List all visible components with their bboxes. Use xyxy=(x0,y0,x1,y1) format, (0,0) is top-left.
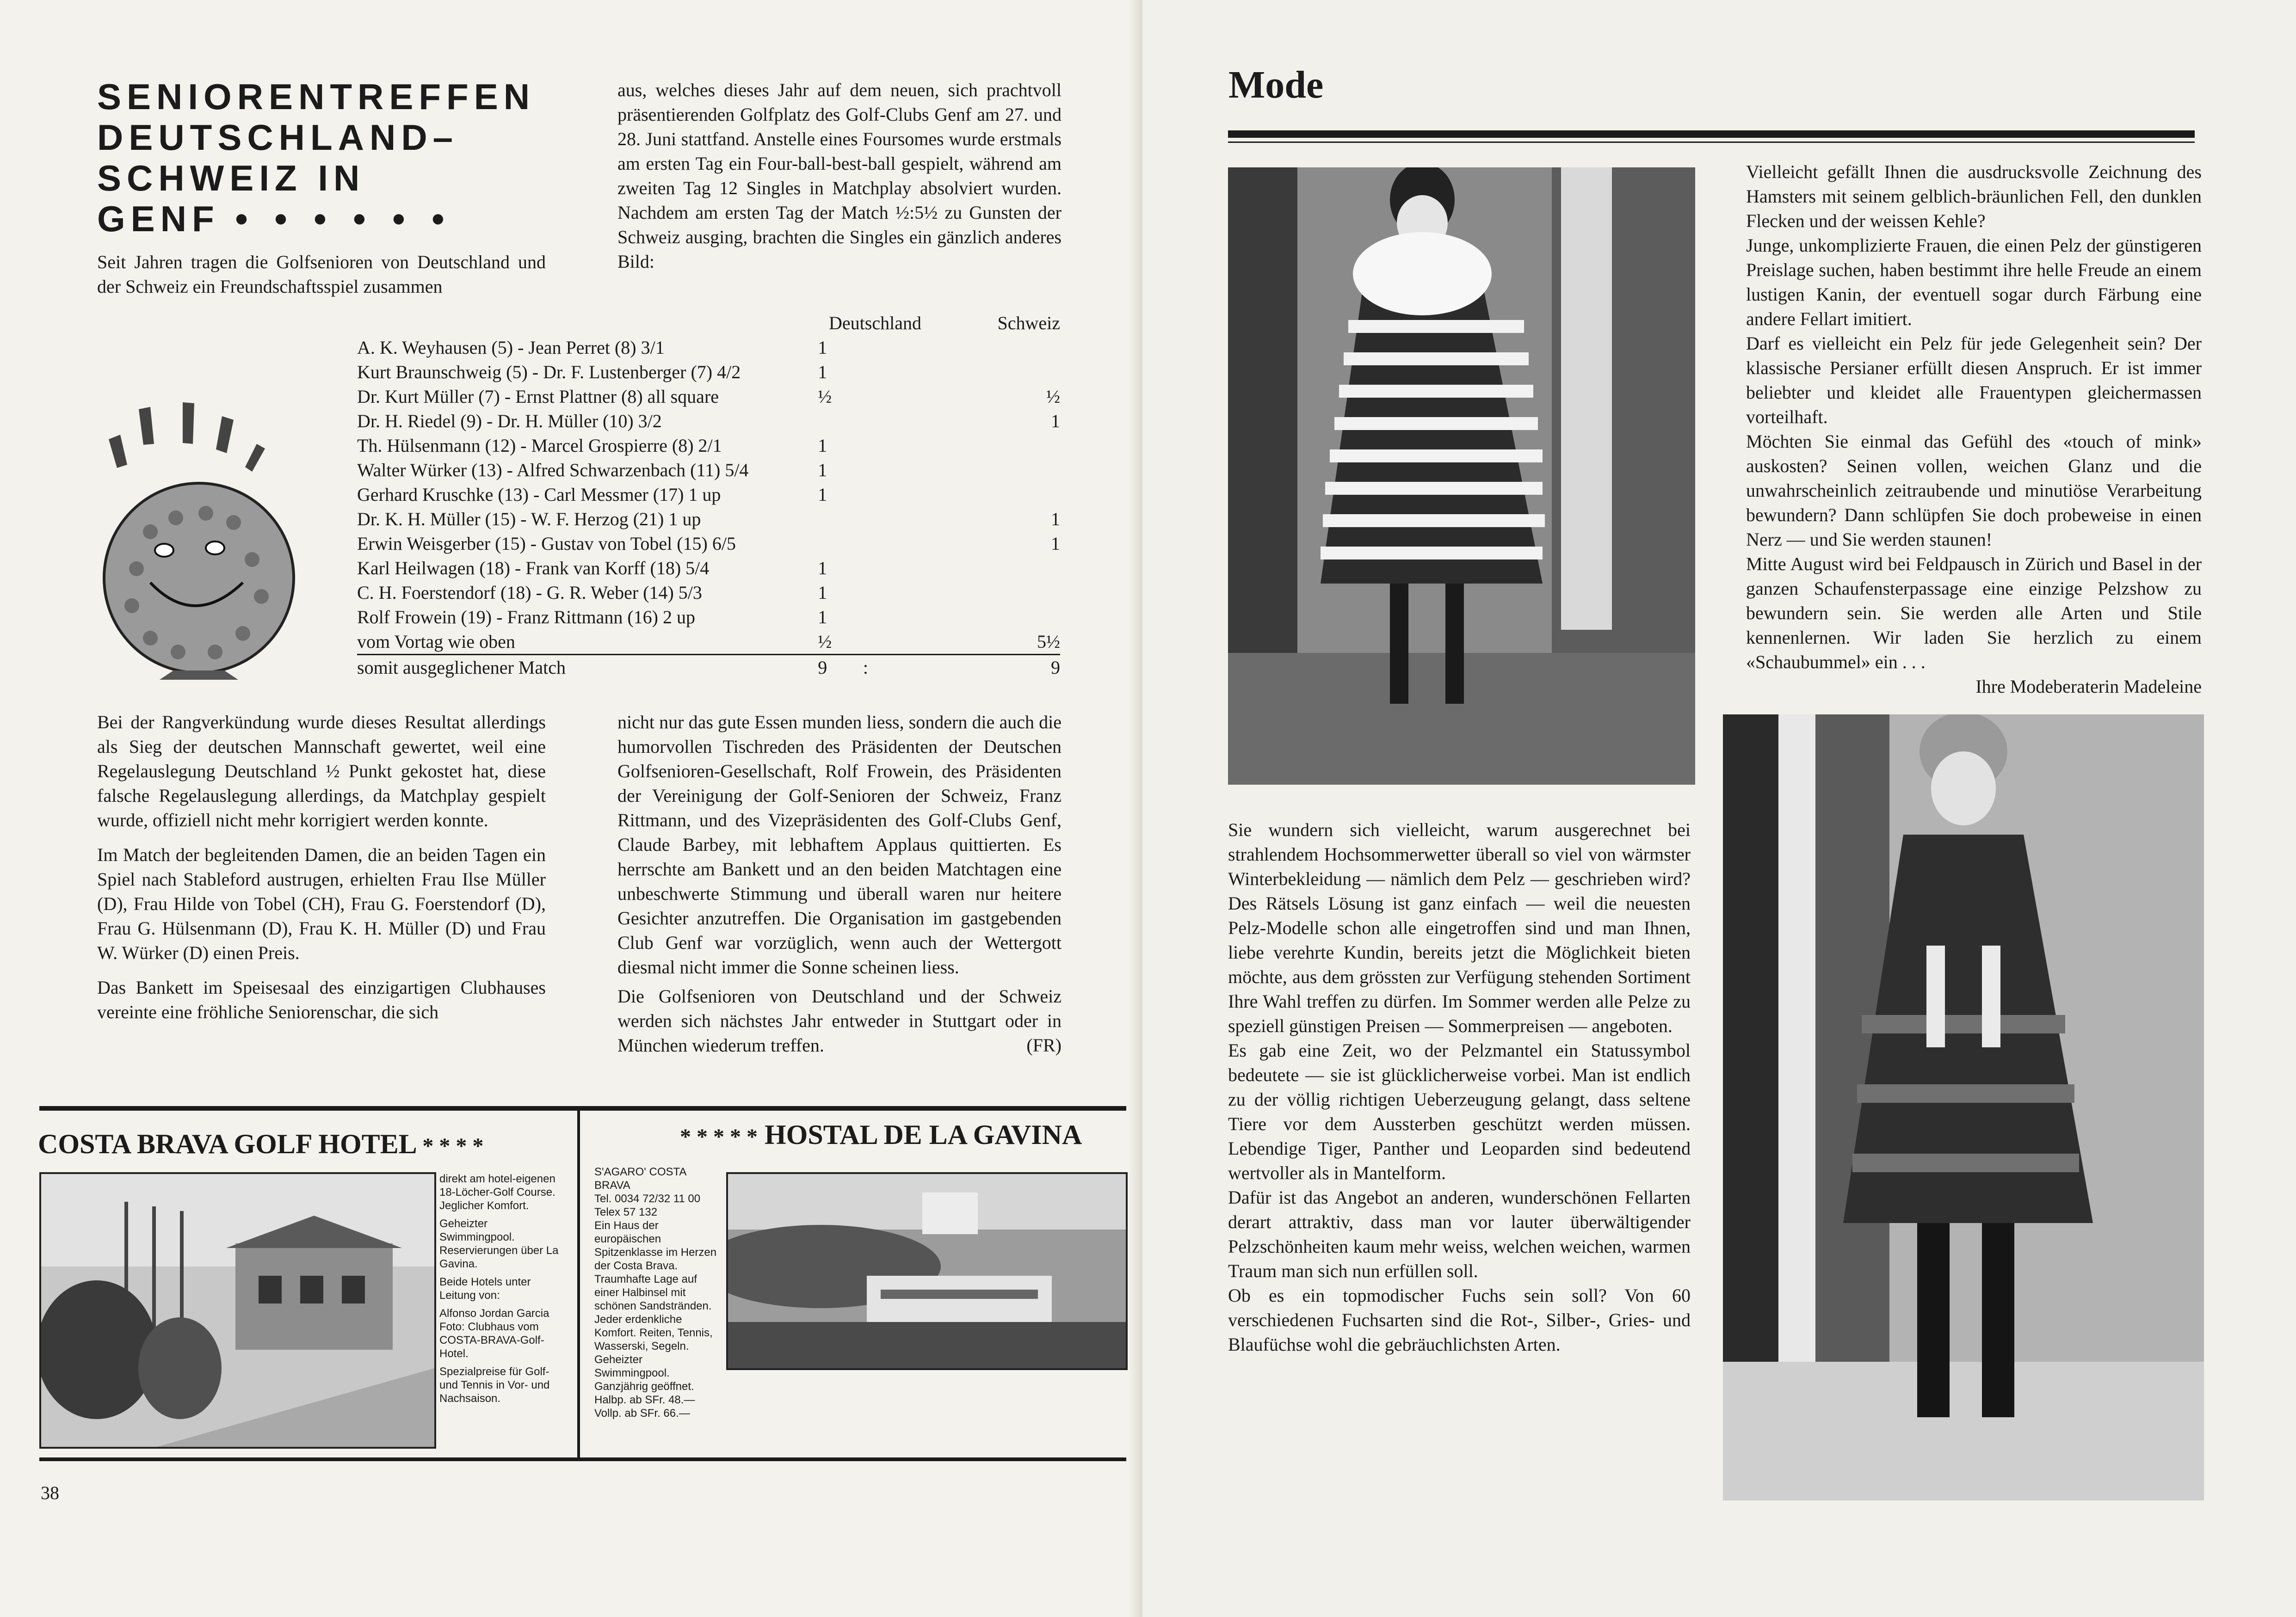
score-deutschland: 1 xyxy=(818,558,827,578)
signature: Ihre Modeberaterin Madeleine xyxy=(1975,676,2202,697)
paragraph: Bei der Rangverkündung wurde dieses Resultat allerdings als Sieg der deutschen Mannschaft gewertet, weil eine Regelauslegung Deutschland ½ Punkt gekostet hat, diese falsche Regelauslegung allerdings, da Matchplay gespielt wurde, offiziell nicht mehr korrigiert werden konnte. xyxy=(97,712,546,830)
table-rows xyxy=(357,335,1060,680)
score-deutschland: ½ xyxy=(818,386,832,407)
paragraph: Das Bankett im Speisesaal des einzigartigen Clubhauses vereinte eine fröhliche Seniorenschar, die sich xyxy=(97,977,546,1022)
ad1-title: COSTA BRAVA GOLF HOTEL * * * * xyxy=(38,1129,484,1159)
score-schweiz xyxy=(919,360,1060,384)
paragraph: Ob es ein topmodischer Fuchs sein soll? Von 60 verschiedenen Fuchsarten sind die Rot-, Silber-, Gries- und Blaufüchse wohl die gebräuchlichsten Arten. xyxy=(1228,1285,1691,1355)
match-pairing: Th. Hülsenmann (12) - Marcel Grospierre (8) 2/1 xyxy=(357,435,722,456)
table-row xyxy=(357,433,1060,458)
score-schweiz xyxy=(919,605,1060,629)
table-row xyxy=(357,507,1060,531)
paragraph xyxy=(617,984,1062,1058)
title-line-4: GENF xyxy=(97,198,220,239)
table-row xyxy=(357,605,1060,629)
match-pairing: Walter Würker (13) - Alfred Schwarzenbach (11) 5/4 xyxy=(357,460,749,480)
paragraph: Sie wundern sich vielleicht, warum ausgerechnet bei strahlendem Hochsommerwetter überall so viel von wärmster Winterbekleidung — nämlich dem Pelz — geschrieben wird? Des Rätsels Lösung ist ganz einfach — weil die neuesten Pelz-Modelle schon alle eingetroffen sind und man Ihnen, liebe verehrte Kundin, bereits jetzt die Möglichkeit bieten möchte, aus dem grössten zur Verfügung stehenden Sortiment Ihre Wahl treffen zu dürfen. Im Sommer werden alle Pelze zu speziell günstigen Preisen — Sommerpreisen — angeboten. xyxy=(1228,819,1691,1036)
ad-bottom-rule xyxy=(39,1457,1126,1461)
page-number: 38 xyxy=(41,1482,59,1503)
title-line-2: DEUTSCHLAND– xyxy=(97,117,459,158)
table-row xyxy=(357,580,1060,605)
golf-hotel-photo xyxy=(39,1172,436,1449)
signature: (FR) xyxy=(1026,1035,1062,1056)
ad1-stars: * * * * xyxy=(422,1134,484,1158)
fur-coat-photo-1 xyxy=(1228,167,1695,785)
title-line-3: SCHWEIZ IN xyxy=(97,158,365,198)
table-header xyxy=(357,311,1060,335)
paragraph: Junge, unkomplizierte Frauen, die einen Pelz der günstigeren Preislage suchen, haben bestimmt ihre helle Freude an einem lustigen Kanin, der eventuell sogar durch Färbung eine andere Fellart imitiert. xyxy=(1746,235,2202,329)
score-deutschland: 1 xyxy=(818,460,827,480)
paragraph: Vielleicht gefällt Ihnen die ausdrucksvolle Zeichnung des Hamsters mit seinem gelblich-bräunlichen Fell, den dunklen Flecken und der weissen Kehle? xyxy=(1746,161,2202,231)
results-table xyxy=(357,311,1060,680)
match-pairing: somit ausgeglichener Match xyxy=(357,657,566,678)
score-schweiz xyxy=(919,580,1060,605)
col2-top-text: aus, welches dieses Jahr auf dem neuen, sich prachtvoll präsentierenden Golfplatz des Golf-Clubs Genf am 27. und 28. Juni stattfand. Anstelle eines Foursomes wurde erstmals am ersten Tag ein Four-ball-best-ball gespielt, während am zweiten Tag 12 Singles in Matchplay absolviert wurden. Nachdem am ersten Tag der Match ½:5½ zu Gunsten der Schweiz ausging, brachten die Singles ein gänzlich anderes Bild: xyxy=(617,80,1062,272)
match-pairing: Dr. Kurt Müller (7) - Ernst Plattner (8) all square xyxy=(357,386,719,407)
ad2-line: Tel. 0034 72/32 11 00 xyxy=(594,1193,701,1205)
match-pairing: A. K. Weyhausen (5) - Jean Perret (8) 3/1 xyxy=(357,337,665,358)
table-row xyxy=(357,531,1060,556)
table-row xyxy=(357,629,1060,654)
ad2-line: Telex 57 132 xyxy=(594,1206,658,1218)
match-pairing: Karl Heilwagen (18) - Frank van Korff (18) 5/4 xyxy=(357,558,710,578)
col2-bottom xyxy=(617,710,1062,1058)
left-page xyxy=(0,0,1142,1617)
match-pairing: Rolf Frowein (19) - Franz Rittmann (16) 2 up xyxy=(357,607,695,627)
heading-rule-thin xyxy=(1228,141,2195,143)
intro-paragraph: Seit Jahren tragen die Golfsenioren von Deutschland und der Schweiz ein Freundschaftsspiel zusammen xyxy=(97,252,546,297)
score-deutschland xyxy=(767,507,919,531)
ad1-text xyxy=(439,1172,560,1405)
col-left-bottom xyxy=(1228,818,1691,1357)
header-deutschland: Deutschland xyxy=(829,313,921,333)
score-deutschland: 1 xyxy=(818,484,827,505)
ad2-title: * * * * * HOSTAL DE LA GAVINA xyxy=(680,1119,1082,1150)
col-right-top xyxy=(1746,160,2202,699)
table-row xyxy=(357,556,1060,580)
gavina-photo xyxy=(726,1172,1128,1370)
score-deutschland xyxy=(767,531,919,556)
score-schweiz xyxy=(919,433,1060,458)
score-schweiz: 1 xyxy=(1051,533,1060,554)
table-row xyxy=(357,409,1060,433)
ad2-line: Ein Haus der europäischen Spitzenklasse im Herzen der Costa Brava. Traumhafte Lage auf einer Halbinsel mit schönen Sandstränden. Jeder erdenkliche Komfort. Reiten, Tennis, Wasserski, Segeln. Geheizter Swimmingpool. Ganzjährig geöffnet. xyxy=(594,1219,717,1393)
closing-text: Die Golfsenioren von Deutschland und der Schweiz werden sich nächstes Jahr entweder in Stuttgart oder in München wiederum treffen. xyxy=(617,986,1062,1056)
article-title xyxy=(97,76,560,239)
score-deutschland: 1 xyxy=(818,435,827,456)
ad1-line: Spezialpreise für Golf- und Tennis in Vor- und Nachsaison. xyxy=(439,1365,550,1405)
match-pairing: Gerhard Kruschke (13) - Carl Messmer (17) 1 up xyxy=(357,484,721,505)
paragraph: Möchten Sie einmal das Gefühl des «touch of mink» auskosten? Seinen vollen, weichen Glanz und die unwahrscheinlich zeitraubende und minutiöse Verarbeitung bewundern? Dann schlüpfen Sie doch probeweise in einen Nerz — und Sie werden staunen! xyxy=(1746,431,2202,550)
score-schweiz xyxy=(919,556,1060,580)
paragraph: Im Match der begleitenden Damen, die an beiden Tagen ein Spiel nach Stableford austrugen, erhielten Frau Ilse Müller (D), Frau Hilde von Tobel (CH), Frau G. Foerstendorf (D), Frau G. Hülsenmann (D), Frau K. H. Müller (D) und Frau W. Würker (D) einen Preis. xyxy=(97,844,546,963)
score-schweiz: ½ xyxy=(1046,386,1060,407)
table-row xyxy=(357,458,1060,482)
score-deutschland: ½ xyxy=(818,631,832,652)
score-deutschland: 1 xyxy=(818,337,827,358)
ad2-line: Vollp. ab SFr. 66.— xyxy=(594,1407,690,1420)
score-schweiz: 5½ xyxy=(1037,631,1060,652)
paragraph: Mitte August wird bei Feldpausch in Zürich und Basel in der ganzen Schaufensterpassage eine einzige Pelzshow zu bewundern sein. Sie werden alle Arten und Stile kennenlernen. Wir laden Sie herzlich zu einem «Schaubummel» ein . . . xyxy=(1746,553,2202,672)
match-pairing: Kurt Braunschweig (5) - Dr. F. Lustenberger (7) 4/2 xyxy=(357,362,741,382)
table-row: somit ausgeglichener Match 9 : 9 xyxy=(357,654,1060,680)
ad-top-rule xyxy=(39,1106,1126,1111)
match-pairing: C. H. Foerstendorf (18) - G. R. Weber (14) 5/3 xyxy=(357,582,702,603)
score-schweiz xyxy=(919,335,1060,360)
ad2-stars: * * * * * xyxy=(680,1125,758,1149)
paragraph: Es gab eine Zeit, wo der Pelzmantel ein Statussymbol bedeutete — sie ist glücklicherweise vorbei. Man ist endlich zu der völlig richtigen Ueberzeugung gelangt, dass seltene Tiere vor dem Aussterben geschützt werden müssen. Lebendige Tiger, Panther und Leoparden sind bedeutend wertvoller als in Mantelform. xyxy=(1228,1040,1691,1183)
ad1-line: Foto: Clubhaus vom COSTA-BRAVA-Golf-Hotel. xyxy=(439,1321,544,1360)
score-deutschland xyxy=(767,409,919,433)
ad2-line: S'AGARO' COSTA BRAVA xyxy=(594,1166,686,1192)
ad-divider xyxy=(577,1111,580,1457)
paragraph: Darf es vielleicht ein Pelz für jede Gelegenheit sein? Der klassische Persianer erfüllt diesen Anspruch. Er ist immer beliebter und kleidet alle Frauentypen gleichermassen vorteilhaft. xyxy=(1746,333,2202,427)
score-schweiz: 1 xyxy=(1051,411,1060,431)
match-pairing: Erwin Weisgerber (15) - Gustav von Tobel (15) 6/5 xyxy=(357,533,736,554)
score-deutschland: 1 xyxy=(818,607,827,627)
table-row xyxy=(357,384,1060,409)
ad2-line: Halbp. ab SFr. 48.— xyxy=(594,1394,695,1406)
score-schweiz xyxy=(919,482,1060,507)
score-deutschland: 1 xyxy=(818,362,827,382)
ad2-text xyxy=(594,1165,719,1420)
table-row xyxy=(357,482,1060,507)
paragraph: nicht nur das gute Essen munden liess, sondern die auch die humorvollen Tischreden des Präsidenten der Deutschen Golfsenioren-Gesellschaft, Rolf Frowein, des Präsidenten der Vereinigung der Golf-Senioren der Schweiz, Franz Rittmann, und des Vizepräsidenten des Golf-Clubs Genf, Claude Barbey, mit lebhaftem Applaus quittierten. Es herrschte am Bankett und an den beiden Matchtagen eine unbeschwerte Stimmung und überall waren nur heitere Gesichter anzutreffen. Die Organisation im gastgebenden Club Genf war vorzüglich, wenn auch der Wettergott diesmal nicht immer die Sonne scheinen liess. xyxy=(617,712,1062,978)
header-schweiz: Schweiz xyxy=(997,313,1060,333)
title-dots: • • • • • • xyxy=(235,198,453,239)
score-deutschland: 1 xyxy=(818,582,827,603)
col1-bottom xyxy=(97,710,546,1029)
score-schweiz: 1 xyxy=(1051,509,1060,529)
ad1-line: Alfonso Jordan Garcia xyxy=(439,1307,549,1320)
match-pairing: Dr. K. H. Müller (15) - W. F. Herzog (21) 1 up xyxy=(357,509,701,529)
right-page xyxy=(1142,0,2296,1617)
score-deutschland: 9 xyxy=(818,657,827,678)
fur-coat-photo-2 xyxy=(1723,714,2204,1500)
paragraph: Dafür ist das Angebot an anderen, wunderschönen Fellarten derart attraktiv, dass man vor lauter überwältigender Pelzschönheiten kaum mehr weiss, welchen weichen, warmen Traum man sich nun erfüllen soll. xyxy=(1228,1187,1691,1281)
match-pairing: Dr. H. Riedel (9) - Dr. H. Müller (10) 3/2 xyxy=(357,411,662,431)
table-row xyxy=(357,360,1060,384)
score-schweiz xyxy=(919,458,1060,482)
title-line-1: SENIORENTREFFEN xyxy=(97,76,536,117)
score-schweiz: 9 xyxy=(1051,657,1060,678)
match-pairing: vom Vortag wie oben xyxy=(357,631,515,652)
section-heading: Mode xyxy=(1228,63,1324,106)
golf-ball-illustration xyxy=(95,365,308,689)
heading-rule xyxy=(1228,130,2195,138)
ad1-line: direkt am hotel-eigenen 18-Löcher-Golf Course. Jeglicher Komfort. xyxy=(439,1173,555,1212)
table-row xyxy=(357,335,1060,360)
ad1-line: Geheizter Swimmingpool. Reservierungen über La Gavina. xyxy=(439,1217,559,1270)
ad1-line: Beide Hotels unter Leitung von: xyxy=(439,1276,531,1302)
